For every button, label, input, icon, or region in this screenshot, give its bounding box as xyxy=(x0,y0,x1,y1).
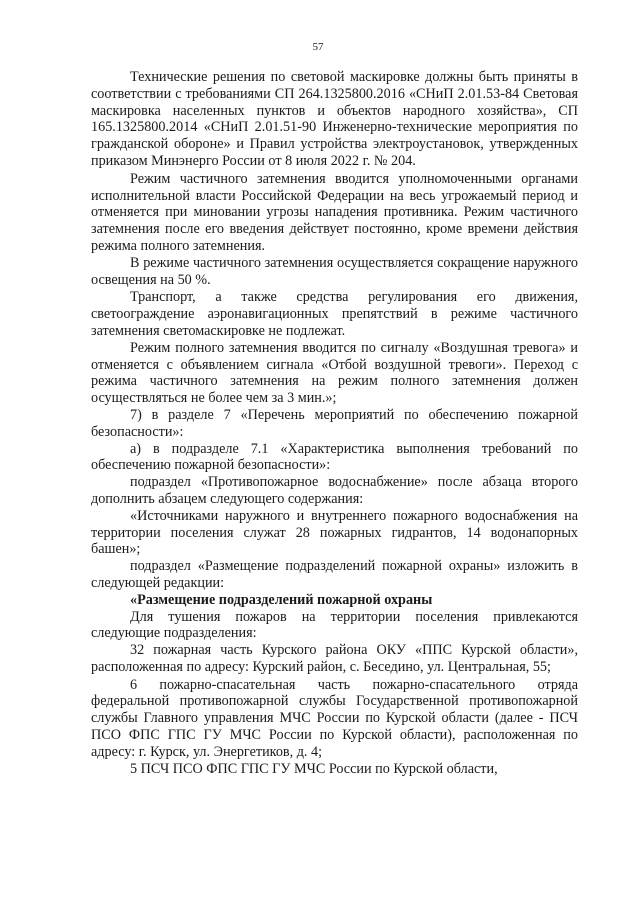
paragraph-subsection-7-1: а) в подразделе 7.1 «Характеристика выполнения требований по обеспечению пожарной безопасности»: xyxy=(91,440,578,474)
paragraph-transport-exemption: Транспорт, а также средства регулирования его движения, светоограждение аэронавигационных препятствий в режиме частичного затемнения светомаскировке не подлежат. xyxy=(91,289,578,339)
paragraph-partial-blackout: Режим частичного затемнения вводится уполномоченными органами исполнительной власти Российской Федерации на весь угрожаемый период и отменяется при миновании угрозы нападения противника. Режим частичного затемнения после его введения действует постоянно, кроме времени действия режима полного затемнения. xyxy=(91,170,578,254)
document-body xyxy=(91,69,578,777)
subsection-heading-fire-units: «Размещение подразделений пожарной охраны xyxy=(130,591,433,608)
paragraph-section-7: 7) в разделе 7 «Перечень мероприятий по обеспечению пожарной безопасности»: xyxy=(91,406,578,440)
paragraph-fire-station-6: 6 пожарно-спасательная часть пожарно-спасательного отряда федеральной противопожарной службы Государственной противопожарной службы Главного управления МЧС России по Курской области (далее - ПСЧ ПСО ФПС ГПС ГУ МЧС России по Курской области), расположенная по адресу: г. Курск, ул. Энергетиков, д. 4; xyxy=(91,676,578,760)
paragraph-water-supply-addition: подраздел «Противопожарное водоснабжение» после абзаца второго дополнить абзацем следующего содержания: xyxy=(91,474,578,507)
paragraph-lighting-reduction: В режиме частичного затемнения осуществляется сокращение наружного освещения на 50 %. xyxy=(91,254,578,288)
paragraph-water-sources: «Источниками наружного и внутреннего пожарного водоснабжения на территории поселения служат 28 пожарных гидрантов, 14 водонапорных башен»; xyxy=(91,507,578,558)
paragraph-light-masking-requirements: Технические решения по световой маскировке должны быть приняты в соответствии с требованиями СП 264.1325800.2016 «СНиП 2.01.53-84 Световая маскировка населенных пунктов и объектов народного хозяйства», СП 165.1325800.2014 «СНиП 2.01.51-90 Инженерно-технические мероприятия по гражданской обороне» и Правил устройства электроустановок, утвержденных приказом Минэнерго России от 8 июля 2022 г. № 204. xyxy=(91,69,578,169)
paragraph-full-blackout: Режим полного затемнения вводится по сигналу «Воздушная тревога» и отменяется с объявлением сигнала «Отбой воздушной тревоги». Переход с режима частичного затемнения на режим полного затемнения должен осуществляться не более чем за 3 мин.»; xyxy=(91,339,578,407)
paragraph-fire-units-intro: Для тушения пожаров на территории поселения привлекаются следующие подразделения: xyxy=(91,608,578,642)
paragraph-fire-station-32: 32 пожарная часть Курского района ОКУ «ППС Курской области», расположенная по адресу: Курский район, с. Беседино, ул. Центральная, 55; xyxy=(91,642,578,675)
paragraph-fire-station-5: 5 ПСЧ ПСО ФПС ГПС ГУ МЧС России по Курской области, xyxy=(130,760,498,777)
page-number: 57 xyxy=(312,41,324,53)
paragraph-fire-units-revision: подраздел «Размещение подразделений пожарной охраны» изложить в следующей редакции: xyxy=(91,558,578,591)
